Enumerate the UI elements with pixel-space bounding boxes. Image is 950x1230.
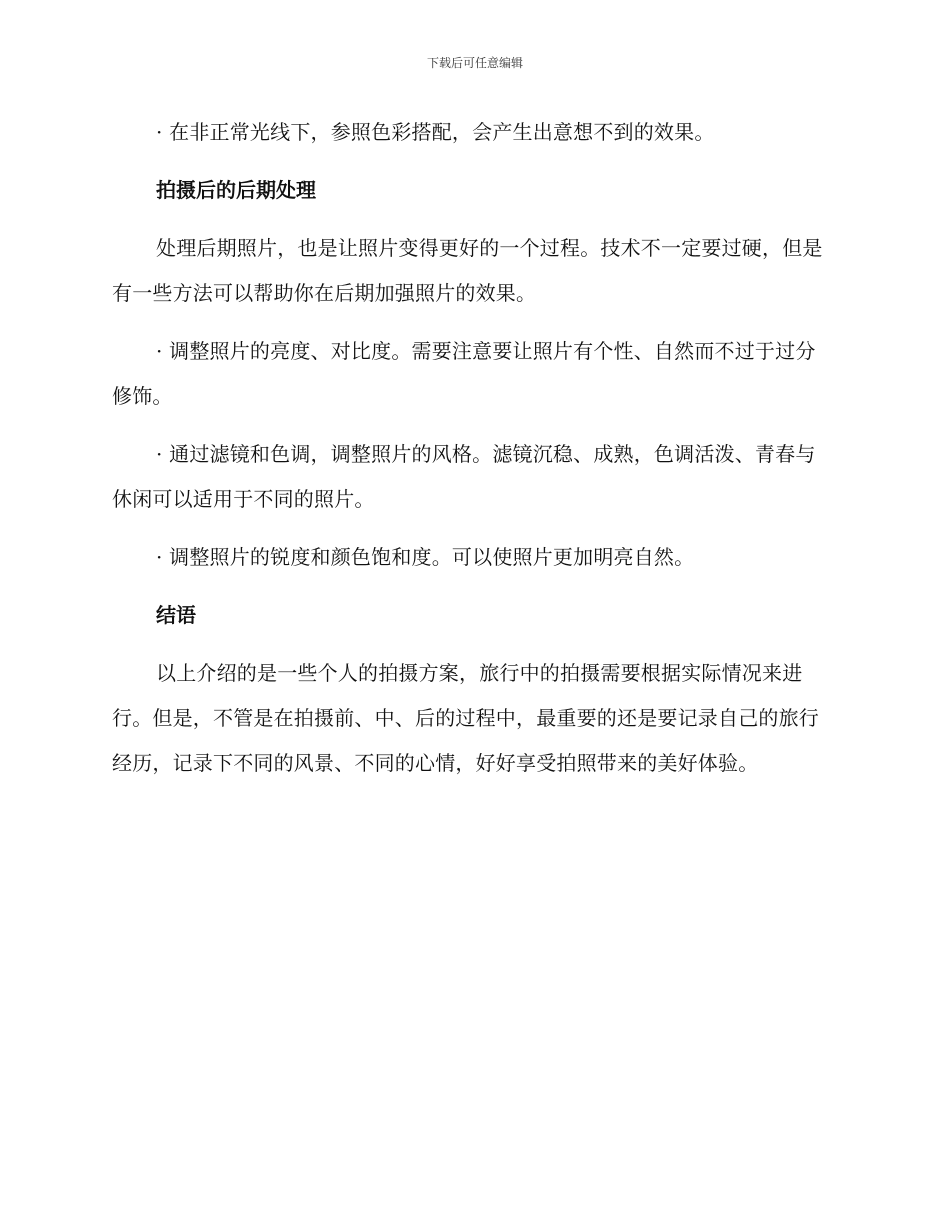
bullet-filter: · 通过滤镜和色调，调整照片的风格。滤镜沉稳、成熟，色调活泼、青春与休闲可以适用于不同的照片。 [112, 442, 816, 511]
heading-post-processing: 拍摄后的后期处理 [156, 178, 316, 202]
paragraph-post-intro: 处理后期照片，也是让照片变得更好的一个过程。技术不一定要过硬，但是有一些方法可以帮助你在后期加强照片的效果。 [112, 236, 823, 305]
page-header-note: 下载后可任意编辑 [426, 56, 523, 70]
bullet-brightness: · 调整照片的亮度、对比度。需要注意要让照片有个性、自然而不过于过分修饰。 [112, 339, 816, 408]
paragraph-conclusion: 以上介绍的是一些个人的拍摄方案，旅行中的拍摄需要根据实际情况来进行。但是，不管是在拍摄前、中、后的过程中，最重要的还是要记录自己的旅行经历，记录下不同的风景、不同的心情，好好享受拍照带来的美好体验。 [112, 661, 819, 775]
document-body [112, 110, 832, 799]
bullet-lighting: · 在非正常光线下，参照色彩搭配，会产生出意想不到的效果。 [156, 120, 715, 144]
heading-conclusion: 结语 [156, 603, 196, 627]
bullet-sharpness: · 调整照片的锐度和颜色饱和度。可以使照片更加明亮自然。 [156, 545, 695, 569]
